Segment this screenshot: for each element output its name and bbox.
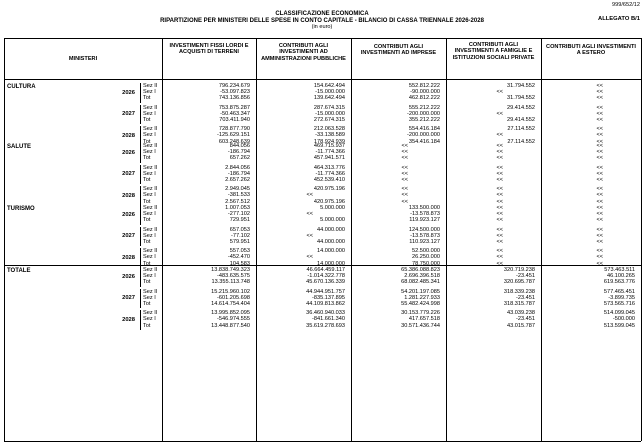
table-cell: 1.007.053 (225, 205, 250, 211)
allegato-label: ALLEGATO B/1 (598, 16, 640, 22)
table-cell: 43.015.787 (507, 322, 535, 329)
table-cell: << (401, 177, 408, 183)
year-label: 2028 (122, 316, 135, 323)
table-cell: << (596, 170, 603, 177)
sez-label: Sez I (143, 273, 156, 280)
table-cell: -200.000.000 (407, 132, 440, 139)
column-header: CONTRIBUTI AGLI INVESTIMENTI A ESTERO (546, 44, 636, 57)
table-cell: << (401, 143, 408, 149)
table-cell: -500.000 (612, 316, 635, 323)
sez-label: Tot (143, 301, 151, 307)
table-cell: << (596, 205, 603, 211)
table-cell: << (496, 186, 503, 193)
year-label: 2026 (122, 89, 135, 96)
table-cell: << (306, 254, 313, 261)
table-cell: 212.063.528 (313, 126, 345, 133)
table-cell: -23.451 (516, 273, 535, 280)
table-cell: 27.114.552 (507, 138, 535, 145)
table-cell: << (496, 143, 503, 149)
table-cell: 2.949.045 (225, 186, 250, 193)
table-cell: << (496, 177, 503, 183)
table-cell: -277.102 (227, 211, 250, 218)
sez-label: Tot (143, 239, 151, 245)
table-cell: -483.635.575 (217, 273, 250, 280)
year-label: 2027 (122, 171, 135, 178)
sez-label: Tot (143, 260, 151, 267)
table-cell: -125.629.151 (217, 132, 250, 139)
table-cell: 133.500.000 (408, 205, 440, 211)
table-cell: -601.205.698 (217, 294, 250, 301)
sez-divider (140, 310, 141, 330)
table-cell: 318.315.787 (503, 301, 535, 307)
sez-label: Sez I (143, 192, 156, 199)
table-cell: 26.250.000 (412, 254, 440, 261)
document-code: 999/652/12 (612, 2, 640, 8)
table-cell: -186.794 (227, 170, 250, 177)
table-cell: 557.053 (229, 248, 250, 255)
table-cell: << (306, 232, 313, 239)
table-cell: 603.248.639 (218, 138, 250, 145)
table-cell: -186.794 (227, 149, 250, 156)
sez-label: Sez I (143, 170, 156, 177)
table-cell: << (596, 143, 603, 149)
table-cell: << (596, 239, 603, 245)
sez-label: Sez I (143, 254, 156, 261)
sez-label: Sez I (143, 132, 156, 139)
table-cell: 728.877.790 (218, 126, 250, 133)
sez-label: Tot (143, 95, 151, 102)
table-cell: 577.465.451 (603, 288, 635, 295)
table-cell: << (401, 170, 408, 177)
table-cell: -3.899.735 (608, 294, 635, 301)
table-cell: << (306, 192, 313, 199)
table-cell: << (596, 89, 603, 96)
table-cell: 657.053 (229, 226, 250, 233)
table-cell: 44.000.000 (317, 239, 345, 245)
table-top-border (4, 38, 641, 39)
table-cell: 844.056 (229, 143, 250, 149)
sez-label: Tot (143, 198, 151, 205)
column-header: INVESTIMENTI FISSI LORDI E ACQUISTI DI TERRENI (169, 43, 249, 56)
table-cell: 657.262 (229, 155, 250, 162)
table-cell: 139.642.494 (313, 95, 345, 102)
sez-label: Sez I (143, 316, 156, 323)
sez-label: Sez II (143, 288, 158, 295)
year-label: 2026 (122, 211, 135, 218)
table-cell: 27.114.552 (507, 126, 535, 133)
table-cell: 743.136.856 (218, 95, 250, 102)
table-cell: 44.000.000 (317, 226, 345, 233)
table-cell: 14.614.754.404 (211, 301, 250, 307)
table-cell: 44.944.951.757 (306, 288, 345, 295)
table-cell: 619.563.776 (603, 279, 635, 286)
table-cell: 29.414.552 (507, 117, 535, 123)
table-cell: << (401, 198, 408, 205)
table-cell: 35.619.278.693 (306, 322, 345, 329)
table-cell: << (496, 232, 503, 239)
table-cell: 29.414.552 (507, 104, 535, 111)
sez-label: Tot (143, 177, 151, 183)
table-cell: -841.661.340 (312, 316, 345, 323)
ministry-name: TURISMO (7, 206, 35, 212)
table-cell: << (496, 170, 503, 177)
sez-divider (140, 205, 141, 225)
table-cell: 31.794.552 (507, 83, 535, 89)
sez-divider (140, 186, 141, 206)
table-cell: << (496, 217, 503, 224)
table-cell: << (496, 110, 503, 117)
column-header: CONTRIBUTI AGLI INVESTIMENTI A FAMIGLIE E ISTITUZIONI SOCIALI PRIVATE (452, 42, 535, 61)
sez-divider (140, 143, 141, 163)
table-cell: << (596, 155, 603, 162)
table-cell: 13.448.877.540 (211, 322, 250, 329)
table-cell: << (596, 138, 603, 145)
table-cell: 154.642.494 (313, 83, 345, 89)
table-cell: 30.571.436.744 (401, 322, 440, 329)
table-cell: 573.463.511 (604, 267, 635, 273)
table-cell: << (496, 248, 503, 255)
sez-label: Tot (143, 279, 151, 286)
table-cell: 318.339.238 (503, 288, 535, 295)
sez-label: Tot (143, 322, 151, 329)
table-cell: 420.975.196 (313, 198, 345, 205)
sez-label: Tot (143, 217, 151, 224)
table-cell: 44.109.813.862 (306, 301, 345, 307)
table-cell: 552.812.222 (408, 83, 440, 89)
table-cell: 5.000.000 (320, 217, 345, 224)
table-cell: -23.451 (516, 316, 535, 323)
column-header: CONTRIBUTI AGLI INVESTIMENTI AD AMMINISTRAZIONI PUBBLICHE (261, 43, 346, 62)
table-cell: << (596, 126, 603, 133)
table-cell: 54.201.197.085 (401, 288, 440, 295)
table-cell: -200.000.000 (407, 110, 440, 117)
table-cell: 464.313.776 (313, 164, 345, 171)
table-cell: << (596, 104, 603, 111)
sez-label: Sez II (143, 164, 158, 171)
table-cell: << (596, 217, 603, 224)
table-cell: << (401, 186, 408, 193)
table-cell: << (596, 177, 603, 183)
table-cell: 45.670.136.339 (306, 279, 345, 286)
table-cell: << (596, 192, 603, 199)
table-cell: -33.138.589 (315, 132, 345, 139)
year-label: 2026 (122, 149, 135, 156)
table-cell: 46.664.459.117 (306, 267, 345, 273)
table-cell: << (596, 198, 603, 205)
year-label: 2028 (122, 132, 135, 139)
table-cell: -50.463.347 (220, 110, 250, 117)
sez-label: Sez II (143, 143, 158, 149)
table-cell: 65.386.088.823 (401, 267, 440, 273)
table-cell: -835.137.895 (312, 294, 345, 301)
sez-label: Sez II (143, 186, 158, 193)
table-cell: 46.100.265 (607, 273, 635, 280)
sez-label: Sez II (143, 104, 158, 111)
table-cell: 753.875.287 (218, 104, 250, 111)
table-cell: << (596, 226, 603, 233)
year-label: 2028 (122, 192, 135, 199)
table-cell: << (496, 192, 503, 199)
sez-label: Sez I (143, 211, 156, 218)
table-cell: -15.000.000 (315, 110, 345, 117)
table-cell: 796.234.679 (218, 83, 250, 89)
header-ministeri: MINISTERI (68, 56, 98, 62)
sez-label: Sez II (143, 310, 158, 317)
sez-label: Sez II (143, 126, 158, 133)
table-cell: 573.565.716 (603, 301, 635, 307)
ministry-name: TOTALE (7, 268, 31, 274)
table-cell: -546.974.555 (217, 316, 250, 323)
table-cell: 78.750.000 (412, 260, 440, 267)
table-cell: << (596, 132, 603, 139)
year-label: 2026 (122, 273, 135, 280)
sez-label: Sez II (143, 226, 158, 233)
table-cell: 452.539.410 (313, 177, 345, 183)
table-cell: << (496, 164, 503, 171)
table-cell: -53.097.823 (220, 89, 250, 96)
title-classificazione: CLASSIFICAZIONE ECONOMICA (275, 11, 369, 17)
table-cell: 178.924.939 (313, 138, 345, 145)
table-cell: 15.215.960.102 (211, 288, 250, 295)
sez-label: Sez I (143, 110, 156, 117)
table-cell: << (596, 248, 603, 255)
title-unit: (in euro) (311, 24, 333, 30)
sez-label: Tot (143, 155, 151, 162)
sez-label: Sez II (143, 205, 158, 211)
ministry-name: SALUTE (7, 144, 31, 150)
table-cell: -77.102 (231, 232, 250, 239)
table-cell: << (596, 211, 603, 218)
table-cell: << (596, 149, 603, 156)
sez-divider (140, 227, 141, 247)
table-cell: -381.533 (227, 192, 250, 199)
table-cell: 2.696.396.518 (404, 273, 440, 280)
header-bottom-border (4, 79, 641, 80)
table-cell: << (401, 164, 408, 171)
table-cell: 462.812.222 (408, 95, 440, 102)
table-cell: << (596, 117, 603, 123)
table-cell: << (596, 260, 603, 267)
table-cell: -90.000.000 (410, 89, 440, 96)
table-cell: 320.695.787 (503, 279, 535, 286)
sez-label: Sez I (143, 294, 156, 301)
totale-separator (4, 265, 641, 266)
table-cell: 555.212.222 (408, 104, 440, 111)
table-cell: << (596, 110, 603, 117)
table-cell: 14.000.000 (317, 248, 345, 255)
sez-label: Sez I (143, 149, 156, 156)
table-cell: -1.014.322.778 (307, 273, 345, 280)
table-cell: << (596, 254, 603, 261)
sez-label: Tot (143, 117, 151, 123)
table-cell: << (496, 205, 503, 211)
table-cell: 119.923.127 (409, 217, 440, 224)
table-cell: 13.995.852.095 (211, 310, 250, 317)
table-cell: 14.000.000 (317, 260, 345, 267)
table-cell: << (496, 149, 503, 156)
table-cell: << (496, 260, 503, 267)
table-cell: 514.099.045 (603, 310, 635, 317)
table-cell: 287.674.315 (313, 104, 345, 111)
table-cell: << (306, 211, 313, 218)
table-cell: << (596, 164, 603, 171)
sez-divider (140, 267, 141, 287)
table-cell: << (496, 132, 503, 139)
table-cell: 1.281.227.933 (404, 294, 440, 301)
table-bottom-border (4, 441, 641, 442)
table-cell: -11.774.366 (315, 149, 345, 156)
table-cell: 104.583 (229, 260, 250, 267)
sez-label: Sez I (143, 232, 156, 239)
table-cell: 457.941.571 (313, 155, 345, 162)
table-cell: 43.039.238 (507, 310, 535, 317)
table-cell: << (496, 239, 503, 245)
table-cell: 420.975.196 (313, 186, 345, 193)
table-cell: 13.838.749.323 (211, 267, 250, 273)
table-cell: << (401, 155, 408, 162)
table-cell: 579.951 (229, 239, 250, 245)
table-cell: << (596, 232, 603, 239)
table-cell: 5.000.000 (320, 205, 345, 211)
table-cell: 13.355.113.748 (211, 279, 250, 286)
table-right-border (641, 38, 642, 441)
table-cell: 355.212.222 (408, 117, 440, 123)
table-cell: 354.416.184 (408, 138, 440, 145)
table-cell: 272.674.315 (313, 117, 345, 123)
ministry-name: CULTURA (7, 84, 36, 90)
sez-label: Tot (143, 138, 151, 145)
year-label: 2027 (122, 295, 135, 302)
table-cell: 554.416.184 (408, 126, 440, 133)
sez-label: Sez II (143, 248, 158, 255)
table-cell: << (496, 198, 503, 205)
year-label: 2027 (122, 111, 135, 118)
table-cell: 2.844.056 (225, 164, 250, 171)
table-cell: << (401, 192, 408, 199)
table-cell: 31.794.552 (507, 95, 535, 102)
table-cell: 110.923.127 (409, 239, 440, 245)
table-cell: -11.774.366 (315, 170, 345, 177)
table-cell: 124.500.000 (408, 226, 440, 233)
table-cell: 729.951 (229, 217, 250, 224)
table-cell: << (596, 83, 603, 89)
table-cell: << (496, 254, 503, 261)
table-cell: -15.000.000 (315, 89, 345, 96)
table-cell: 417.657.518 (408, 316, 440, 323)
table-cell: 2.657.262 (225, 177, 250, 183)
table-cell: << (401, 149, 408, 156)
sez-divider (140, 289, 141, 309)
table-cell: << (496, 211, 503, 218)
table-cell: -13.578.873 (410, 211, 440, 218)
table-cell: << (496, 89, 503, 96)
table-cell: << (496, 155, 503, 162)
table-cell: 36.460.940.033 (306, 310, 345, 317)
table-cell: 55.482.424.998 (401, 301, 440, 307)
table-cell: 703.411.940 (219, 117, 250, 123)
table-left-border (4, 38, 5, 441)
table-cell: -23.451 (516, 294, 535, 301)
table-cell: -13.578.873 (410, 232, 440, 239)
sez-label: Sez II (143, 83, 158, 89)
table-cell: 52.500.000 (412, 248, 440, 255)
table-cell: << (496, 226, 503, 233)
table-cell: 469.715.937 (313, 143, 345, 149)
column-header: CONTRIBUTI AGLI INVESTIMENTI AD IMPRESE (360, 44, 437, 57)
sez-label: Sez II (143, 267, 158, 273)
table-cell: 68.082.485.341 (401, 279, 440, 286)
table-cell: 320.719.238 (503, 267, 535, 273)
sez-divider (140, 83, 141, 103)
table-cell: 30.153.779.226 (401, 310, 440, 317)
table-cell: 513.599.045 (603, 322, 635, 329)
year-label: 2028 (122, 254, 135, 261)
sez-divider (140, 165, 141, 185)
table-cell: 2.567.512 (225, 198, 250, 205)
sez-divider (140, 105, 141, 125)
table-cell: -452.470 (227, 254, 250, 261)
sez-label: Sez I (143, 89, 156, 96)
table-cell: << (596, 95, 603, 102)
table-cell: << (596, 186, 603, 193)
year-label: 2027 (122, 233, 135, 240)
title-ripartizione: RIPARTIZIONE PER MINISTERI DELLE SPESE IN CONTO CAPITALE - BILANCIO DI CASSA TRIENNALE 2026-2028 (160, 18, 484, 24)
